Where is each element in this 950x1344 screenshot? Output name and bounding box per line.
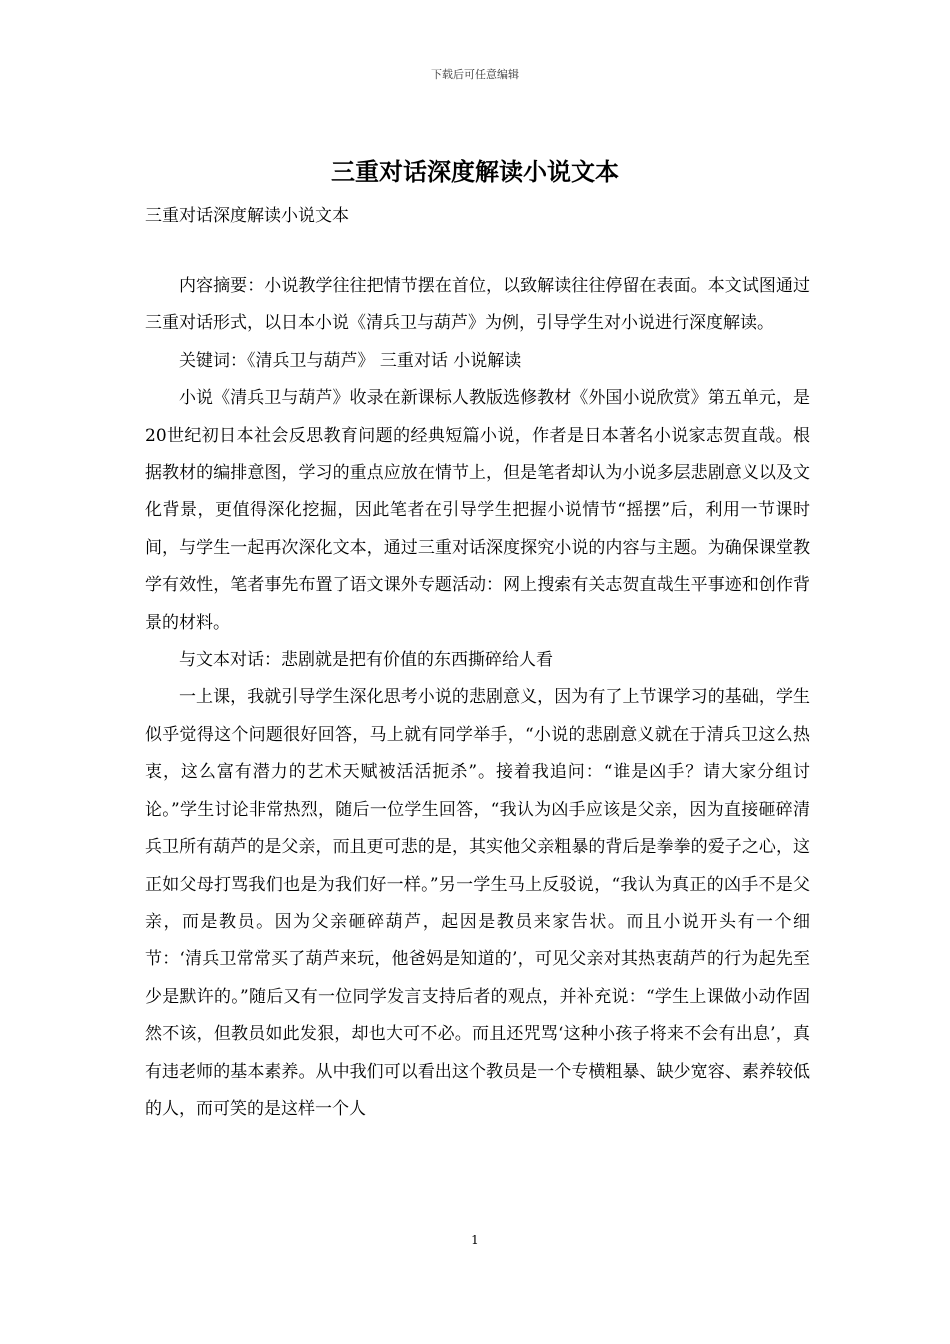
abstract-paragraph: 内容摘要：小说教学往往把情节摆在首位，以致解读往往停留在表面。本文试图通过三重对话形式，以日本小说《清兵卫与葫芦》为例，引导学生对小说进行深度解读。 xyxy=(145,276,810,334)
document-body xyxy=(145,268,810,1128)
document-subtitle: 三重对话深度解读小说文本 xyxy=(145,206,349,226)
section-heading: 与文本对话：悲剧就是把有价值的东西撕碎给人看 xyxy=(179,650,553,671)
header-note: 下载后可任意编辑 xyxy=(431,68,519,81)
discussion-paragraph: 一上课，我就引导学生深化思考小说的悲剧意义，因为有了上节课学习的基础，学生似乎觉得这个问题很好回答，马上就有同学举手，“小说的悲剧意义就在于清兵卫这么热衷，这么富有潜力的艺术天赋被活活扼杀”。接着我追问：“谁是凶手？请大家分组讨论。”学生讨论非常热烈，随后一位学生回答，“我认为凶手应该是父亲，因为直接砸碎清兵卫所有葫芦的是父亲，而且更可悲的是，其实他父亲粗暴的背后是拳拳的爱子之心，这正如父母打骂我们也是为我们好一样。”另一学生马上反驳说，“我认为真正的凶手不是父亲，而是教员。因为父亲砸碎葫芦，起因是教员来家告状。而且小说开头有一个细节：‘清兵卫常常买了葫芦来玩，他爸妈是知道的’，可见父亲对其热衷葫芦的行为起先至少是默许的。”随后又有一位同学发言支持后者的观点，并补充说：“学生上课做小动作固然不该，但教员如此发狠，却也大可不必。而且还咒骂‘这种小孩子将来不会有出息’，真有违老师的基本素养。从中我们可以看出这个教员是一个专横粗暴、缺少宽容、素养较低的人，而可笑的是这样一个人 xyxy=(145,687,810,1119)
intro-paragraph: 小说《清兵卫与葫芦》收录在新课标人教版选修教材《外国小说欣赏》第五单元，是20世纪初日本社会反思教育问题的经典短篇小说，作者是日本著名小说家志贺直哉。根据教材的编排意图，学习的重点应放在情节上，但是笔者却认为小说多层悲剧意义以及文化背景，更值得深化挖掘，因此笔者在引导学生把握小说情节“摇摆”后，利用一节课时间，与学生一起再次深化文本，通过三重对话深度探究小说的内容与主题。为确保课堂教学有效性，笔者事先布置了语文课外专题活动：网上搜索有关志贺直哉生平事迹和创作背景的材料。 xyxy=(145,388,810,633)
document-title: 三重对话深度解读小说文本 xyxy=(331,157,619,186)
keywords-paragraph: 关键词：《清兵卫与葫芦》 三重对话 小说解读 xyxy=(179,350,522,371)
page-number: 1 xyxy=(471,1233,479,1247)
